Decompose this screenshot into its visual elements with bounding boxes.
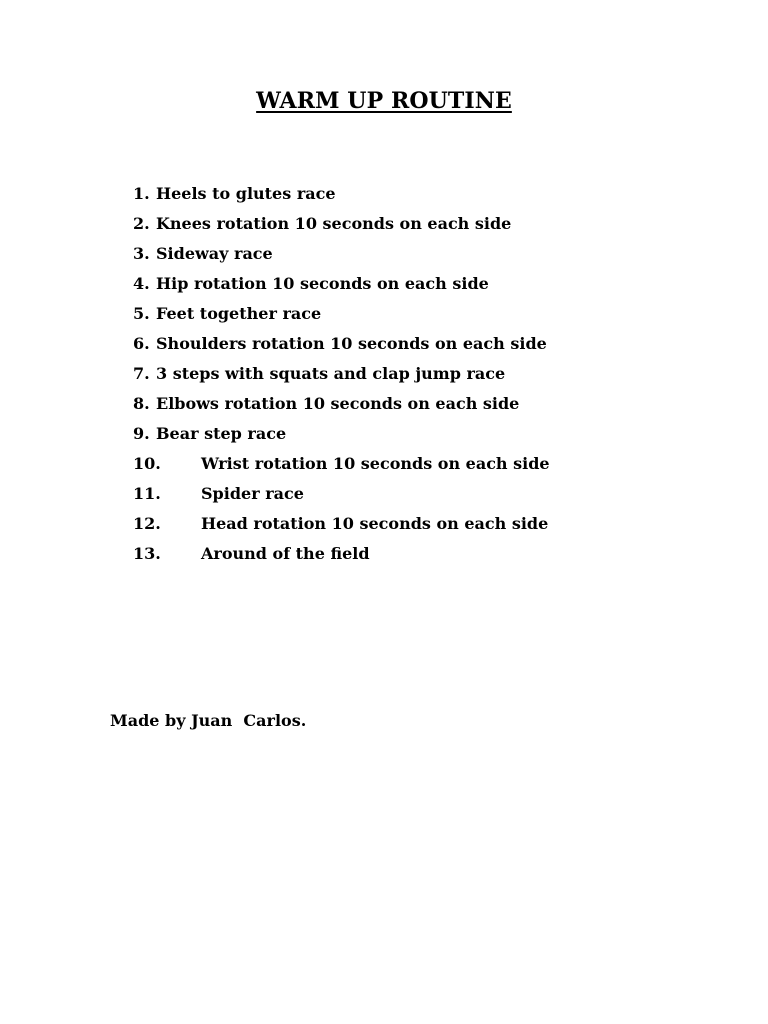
author-credit: Made by Juan Carlos. (110, 711, 307, 730)
list-item (0, 179, 768, 209)
list-item (0, 479, 768, 509)
list-item (0, 299, 768, 329)
list-item-text: Heels to glutes race (156, 184, 336, 203)
list-item-text: Elbows rotation 10 seconds on each side (156, 394, 520, 413)
list-item-text: 3 steps with squats and clap jump race (156, 364, 506, 383)
list-item-number: 6. (133, 334, 150, 353)
page-title: WARM UP ROUTINE (256, 88, 512, 114)
list-item (0, 209, 768, 239)
list-item-text: Head rotation 10 seconds on each side (201, 514, 549, 533)
list-item-text: Feet together race (156, 304, 322, 323)
list-item (0, 449, 768, 479)
list-item-text: Spider race (201, 484, 304, 503)
list-item-number: 3. (133, 244, 150, 263)
list-item (0, 239, 768, 269)
list-item-number: 8. (133, 394, 150, 413)
list-item-number: 11. (133, 484, 161, 503)
list-item (0, 329, 768, 359)
list-item (0, 509, 768, 539)
list-item-number: 5. (133, 304, 150, 323)
list-item-number: 13. (133, 544, 161, 563)
list-item-number: 10. (133, 454, 161, 473)
routine-list (0, 179, 768, 569)
list-item-text: Hip rotation 10 seconds on each side (156, 274, 489, 293)
list-item-text: Around of the field (201, 544, 370, 563)
list-item-text: Bear step race (156, 424, 287, 443)
list-item-text: Wrist rotation 10 seconds on each side (201, 454, 550, 473)
list-item-text: Sideway race (156, 244, 273, 263)
list-item-number: 7. (133, 364, 150, 383)
list-item-text: Knees rotation 10 seconds on each side (156, 214, 512, 233)
list-item-number: 1. (133, 184, 150, 203)
list-item-text: Shoulders rotation 10 seconds on each side (156, 334, 547, 353)
list-item (0, 539, 768, 569)
list-item (0, 389, 768, 419)
list-item (0, 359, 768, 389)
list-item-number: 9. (133, 424, 150, 443)
list-item-number: 4. (133, 274, 150, 293)
list-item (0, 269, 768, 299)
list-item-number: 12. (133, 514, 161, 533)
list-item-number: 2. (133, 214, 150, 233)
list-item (0, 419, 768, 449)
